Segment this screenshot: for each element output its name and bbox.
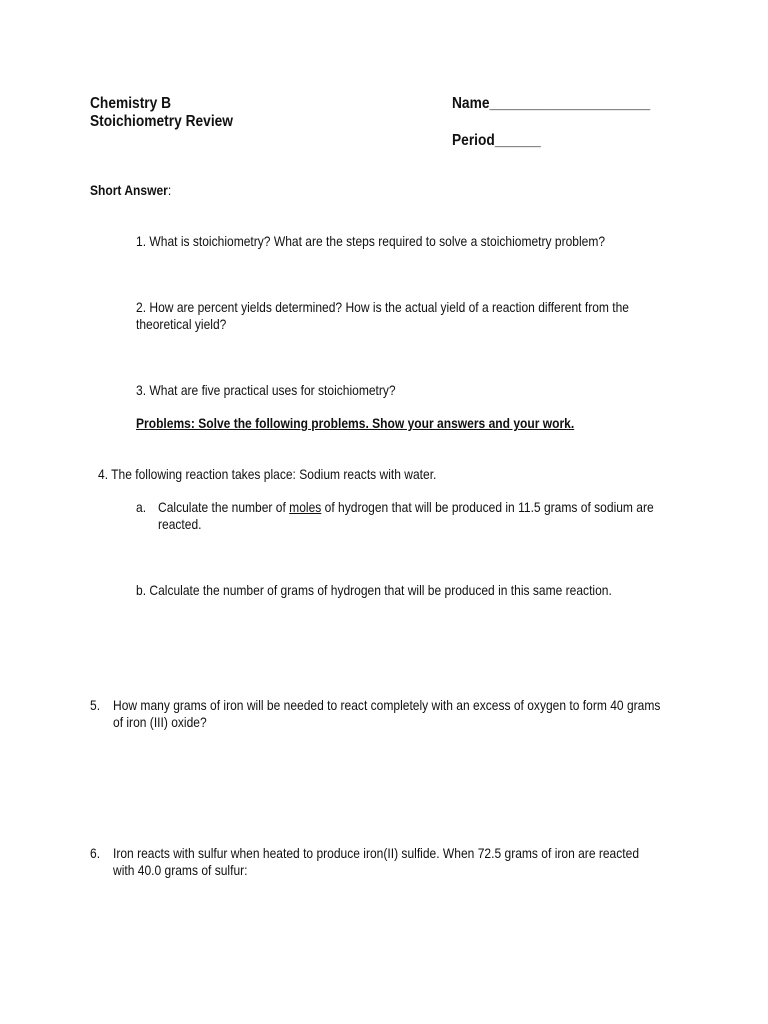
question-5-line-2: of iron (III) oxide? (113, 714, 207, 730)
question-4a-text-pre: Calculate the number of (158, 499, 290, 515)
name-field: Name_____________________ (452, 95, 651, 112)
question-1: 1. What is stoichiometry? What are the steps required to solve a stoichiometry problem? (136, 233, 606, 249)
short-answer-heading-text: Short Answer (90, 182, 168, 198)
question-4a-line-1 (158, 499, 654, 516)
course-title: Chemistry B (90, 95, 172, 112)
question-5-line-1: How many grams of iron will be needed to react completely with an excess of oxygen to form 40 grams (113, 697, 661, 713)
question-2-line-1: 2. How are percent yields determined? How is the actual yield of a reaction different from the (136, 299, 630, 315)
question-4b: b. Calculate the number of grams of hydrogen that will be produced in this same reaction. (136, 582, 612, 598)
question-4a-text-post: of hydrogen that will be produced in 11.5 grams of sodium are (321, 499, 654, 515)
short-answer-heading (90, 182, 171, 199)
question-5-marker: 5. (90, 697, 101, 713)
short-answer-heading-colon: : (167, 182, 172, 198)
question-2-line-2: theoretical yield? (136, 316, 227, 332)
question-3: 3. What are five practical uses for stoichiometry? (136, 382, 396, 398)
problems-heading: Problems: Solve the following problems. Show your answers and your work. (136, 415, 575, 431)
question-4a-marker: a. (136, 499, 147, 515)
question-4: 4. The following reaction takes place: Sodium reacts with water. (98, 466, 437, 482)
worksheet-title: Stoichiometry Review (90, 113, 234, 130)
question-6-line-2: with 40.0 grams of sulfur: (113, 862, 248, 878)
period-field: Period______ (452, 132, 541, 149)
question-4a-line-2: reacted. (158, 516, 202, 532)
question-6-marker: 6. (90, 845, 101, 861)
question-6-line-1: Iron reacts with sulfur when heated to produce iron(II) sulfide. When 72.5 grams of iron are reacted (113, 845, 640, 861)
question-4a-underlined-word: moles (289, 499, 322, 515)
